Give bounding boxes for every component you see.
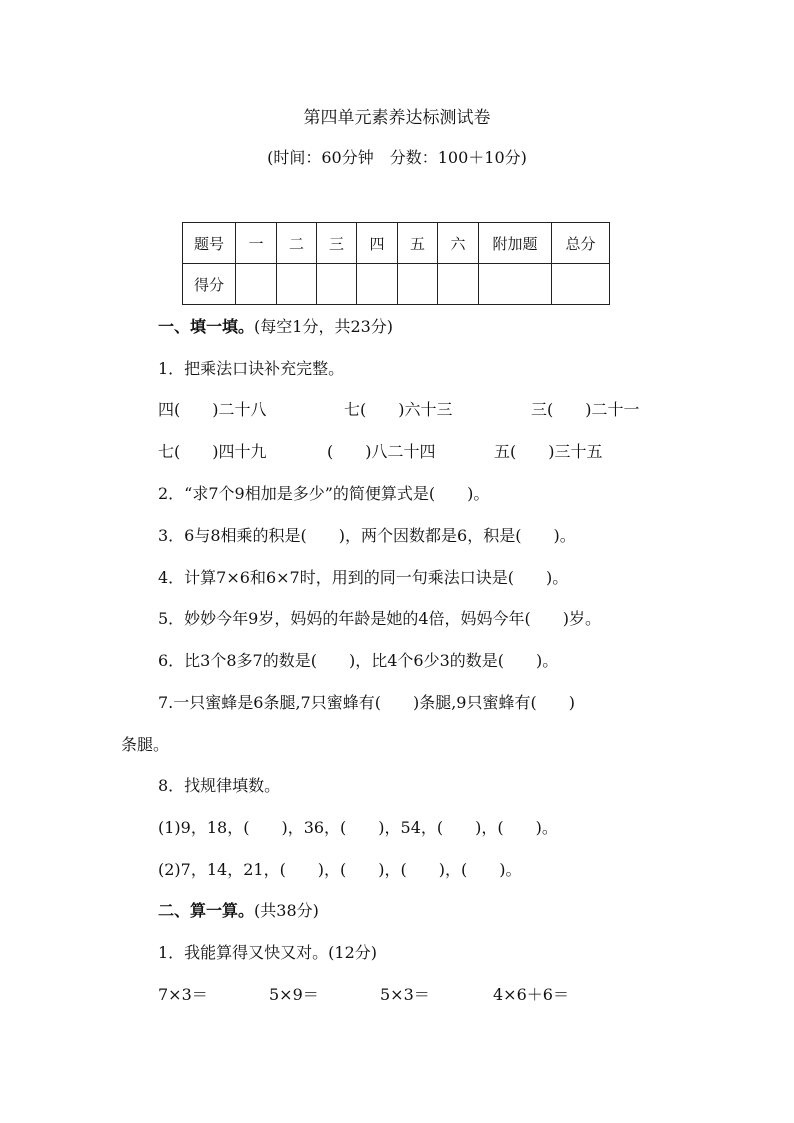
score-header-cell: 总分 <box>552 223 610 264</box>
score-cell[interactable] <box>479 264 552 305</box>
calc-item: 5×3＝ <box>380 985 430 1004</box>
question-5: 5．妙妙今年9岁，妈妈的年龄是她的4倍，妈妈今年( )岁。 <box>158 609 602 628</box>
question-1: 1．把乘法口诀补充完整。 <box>158 359 345 378</box>
score-table <box>182 222 610 305</box>
question-8-part2: (2)7，14，21，( )，( )，( )，( )。 <box>158 860 522 879</box>
score-header-cell: 三 <box>317 223 357 264</box>
score-cell[interactable] <box>277 264 317 305</box>
question-8-part1: (1)9，18，( )，36，( )，54，( )，( )。 <box>158 818 558 837</box>
score-header-cell: 一 <box>236 223 277 264</box>
score-cell[interactable] <box>236 264 277 305</box>
q1-item: 五( )三十五 <box>494 442 603 461</box>
q1-item: 七( )六十三 <box>344 400 453 419</box>
section2-heading <box>158 901 319 921</box>
question-4: 4．计算7×6和6×7时，用到的同一句乘法口诀是( )。 <box>158 568 569 587</box>
calc-item: 7×3＝ <box>158 985 208 1004</box>
score-header-cell: 四 <box>357 223 398 264</box>
question-8: 8．找规律填数。 <box>158 776 281 795</box>
q1-item: 七( )四十九 <box>158 442 267 461</box>
score-header-cell: 题号 <box>183 223 236 264</box>
score-table-header-row <box>183 223 610 264</box>
section1-heading <box>158 317 393 337</box>
score-cell[interactable] <box>357 264 398 305</box>
score-header-cell: 附加题 <box>479 223 552 264</box>
question-7-line2: 条腿。 <box>121 735 170 754</box>
section2-heading-text: 二、算一算。 <box>158 901 255 920</box>
score-table-score-row <box>183 264 610 305</box>
score-header-cell: 二 <box>277 223 317 264</box>
score-cell[interactable] <box>398 264 438 305</box>
calc-item: 5×9＝ <box>269 985 319 1004</box>
score-header-cell: 五 <box>398 223 438 264</box>
q1-item: ( )八二十四 <box>327 442 436 461</box>
score-row-label: 得分 <box>183 264 236 305</box>
score-cell[interactable] <box>552 264 610 305</box>
question-6: 6．比3个8多7的数是( )，比4个6少3的数是( )。 <box>158 651 559 670</box>
page-subtitle: (时间：60分钟 分数：100＋10分) <box>267 148 527 167</box>
score-cell[interactable] <box>438 264 479 305</box>
calc-item: 4×6＋6＝ <box>493 985 569 1004</box>
question-2: 2．“求7个9相加是多少”的简便算式是( )。 <box>158 484 490 503</box>
question-7-line1: 7.一只蜜蜂是6条腿,7只蜜蜂有( )条腿,9只蜜蜂有( ) <box>158 693 575 712</box>
section2-question-1: 1．我能算得又快又对。(12分) <box>158 943 378 962</box>
score-cell[interactable] <box>317 264 357 305</box>
score-header-cell: 六 <box>438 223 479 264</box>
q1-item: 四( )二十八 <box>158 400 267 419</box>
section1-note: (每空1分，共23分) <box>254 317 394 336</box>
q1-item: 三( )二十一 <box>531 400 640 419</box>
section1-heading-text: 一、填一填。 <box>158 317 255 336</box>
page-title: 第四单元素养达标测试卷 <box>303 108 491 128</box>
question-3: 3．6与8相乘的积是( )，两个因数都是6，积是( )。 <box>158 526 576 545</box>
section2-note: (共38分) <box>254 901 319 920</box>
